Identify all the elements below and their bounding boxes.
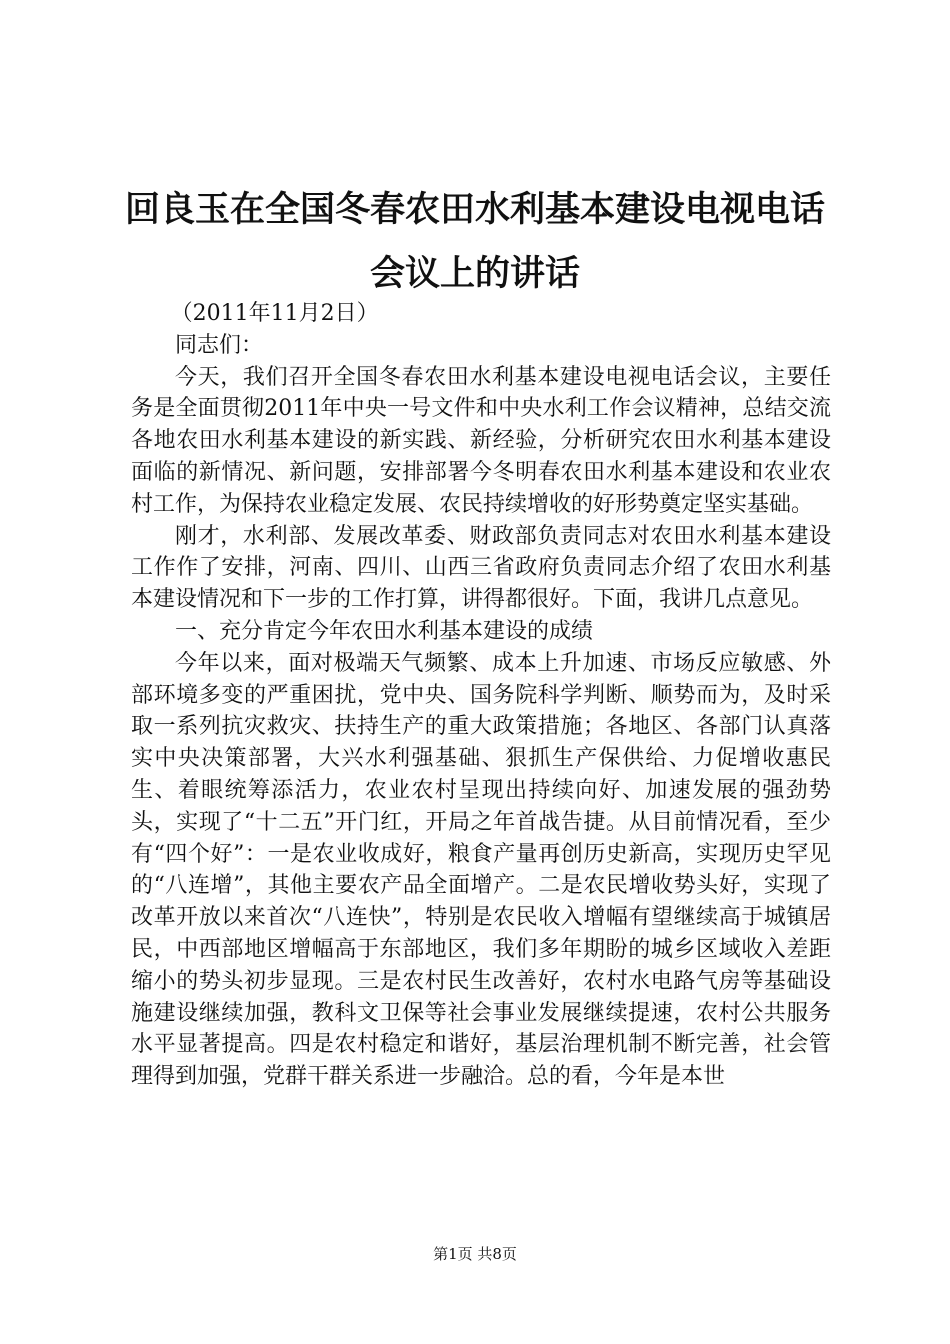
salutation: 同志们： (175, 332, 264, 358)
speech-date: （2011年11月2日） (170, 301, 379, 326)
paragraph: 今年以来，面对极端天气频繁、成本上升加速、市场反应敏感、外部环境多变的严重困扰，党中央、国务院科学判断、顺势而为，及时采取一系列抗灾救灾、扶持生产的重大政策措施；各地区、各部门认真落实中央决策部署，大兴水利强基础、狠抓生产保供给、力促增收惠民生、着眼统筹添活力，农业农村呈现出持续向好、加速发展的强劲势头，实现了“十二五”开门红，开局之年首战告捷。从目前情况看，至少有“四个好”：一是农业收成好，粮食产量再创历史新高，实现历史罕见的“八连增”，其他主要农产品全面增产。二是农民增收势头好，实现了改革开放以来首次“八连快”，特别是农民收入增幅有望继续高于城镇居民，中西部地区增幅高于东部地区，我们多年期盼的城乡区域收入差距缩小的势头初步显现。三是农村民生改善好，农村水电路气房等基础设施建设继续加强，教科文卫保等社会事业发展继续提速，农村公共服务水平显著提高。四是农村稳定和谐好，基层治理机制不断完善，社会管理得到加强，党群干群关系进一步融洽。总的看，今年是本世 (131, 650, 831, 1090)
paragraph: 今天，我们召开全国冬春农田水利基本建设电视电话会议，主要任务是全面贯彻2011年中央一号文件和中央水利工作会议精神，总结交流各地农田水利基本建设的新实践、新经验，分析研究农田水利基本建设面临的新情况、新问题，安排部署今冬明春农田水利基本建设和农业农村工作，为保持农业稳定发展、农民持续增收的好形势奠定坚实基础。 (131, 364, 831, 517)
page-number: 第1页 共8页 (433, 1245, 517, 1263)
document-body (131, 298, 831, 1093)
paragraph: 刚才，水利部、发展改革委、财政部负责同志对农田水利基本建设工作作了安排，河南、四川、山西三省政府负责同志介绍了农田水利基本建设情况和下一步的工作打算，讲得都很好。下面，我讲几点意见。 (131, 523, 831, 613)
document-title: 回良玉在全国冬春农田水利基本建设电视电话会议上的讲话 (124, 189, 825, 294)
section-heading: 一、充分肯定今年农田水利基本建设的成绩 (175, 618, 594, 644)
